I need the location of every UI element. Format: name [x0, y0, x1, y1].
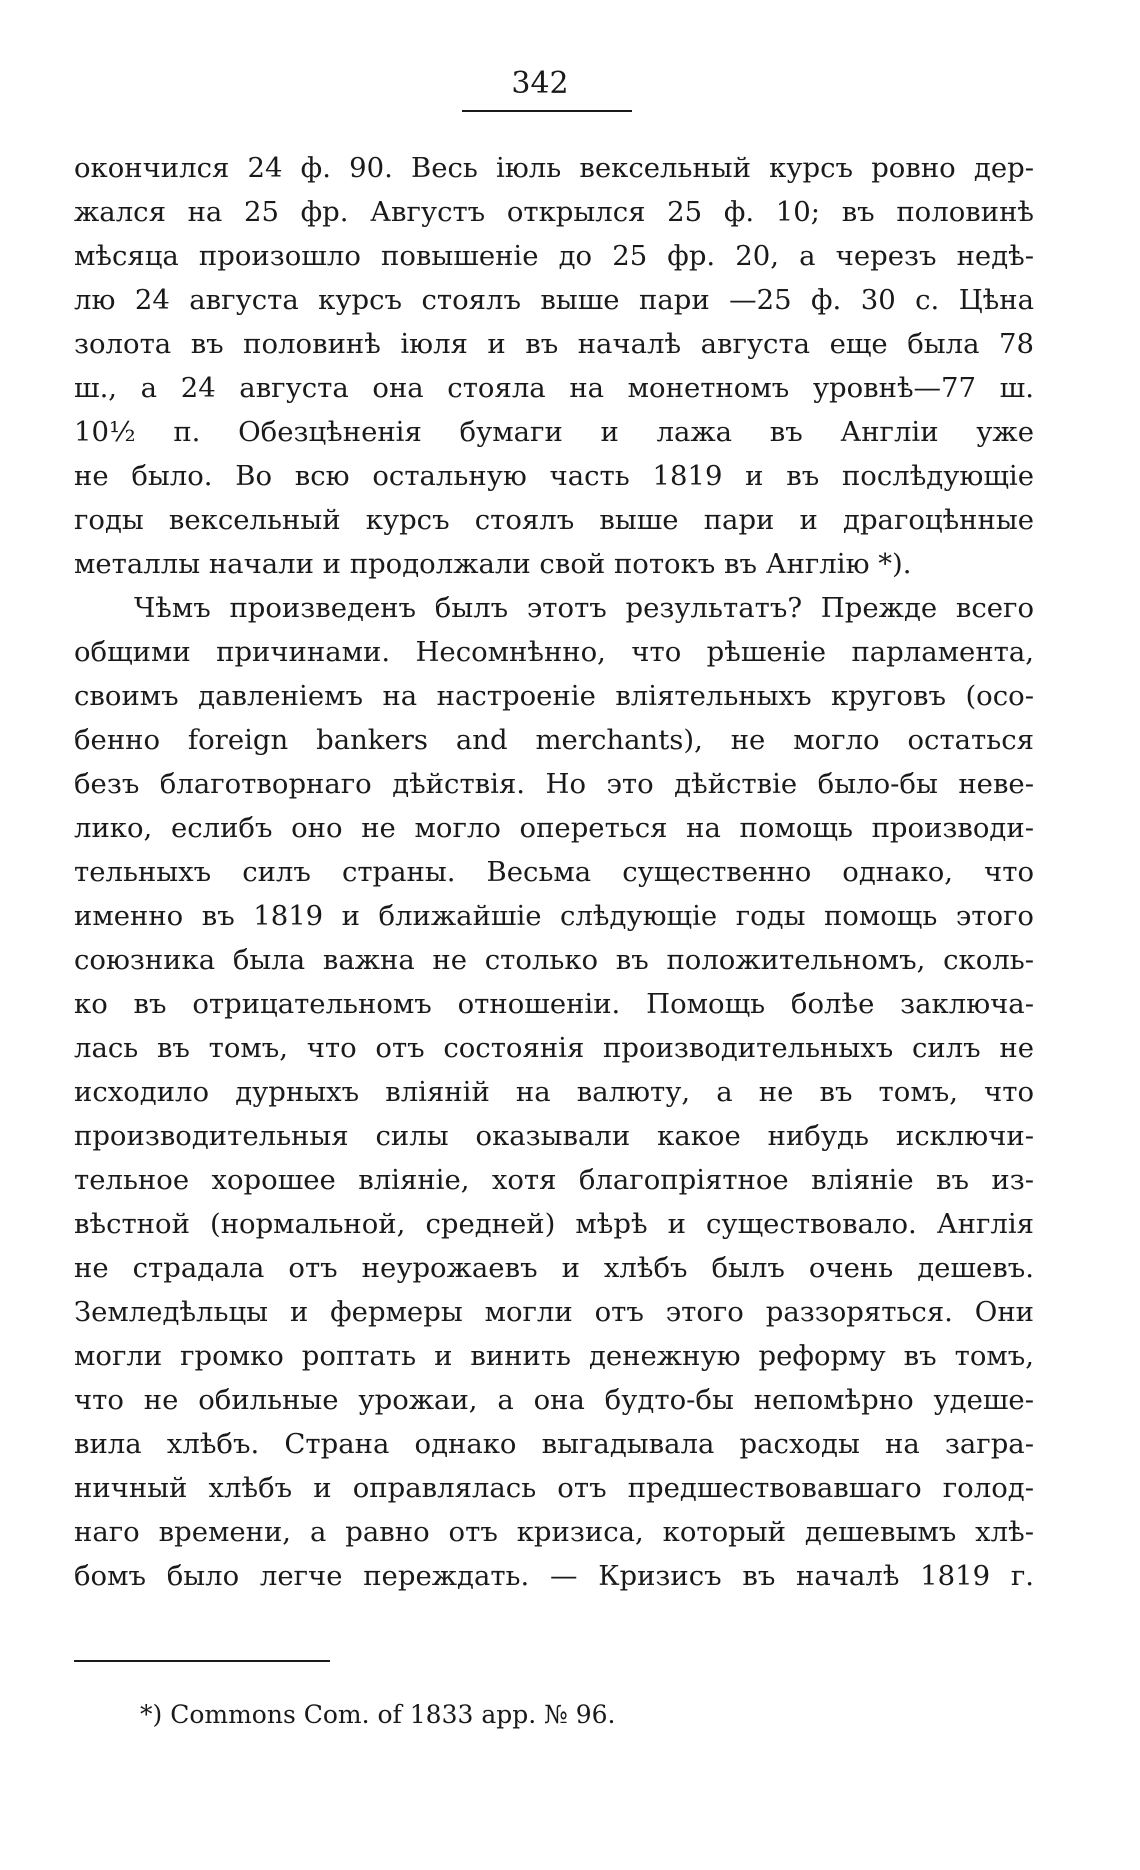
text-line: могли громко роптать и винить денежную реформу въ томъ, [74, 1340, 1034, 1372]
paragraph-1 [74, 146, 1034, 586]
text-line: союзника была важна не столько въ положительномъ, сколь- [74, 944, 1034, 976]
text-line: бенно foreign bankers and merchants), не могло остаться [74, 724, 1034, 756]
text-line: вѣстной (нормальной, средней) мѣрѣ и существовало. Англія [74, 1208, 1034, 1240]
text-line: окончился 24 ф. 90. Весь іюль вексельный курсъ ровно дер- [74, 152, 1034, 184]
text-line: не было. Во всю остальную часть 1819 и въ послѣдующіе [74, 460, 1034, 492]
text-line: бомъ было легче переждать. — Кризисъ въ началѣ 1819 г. [74, 1560, 1034, 1592]
text-line: ко въ отрицательномъ отношеніи. Помощь болѣе заключа- [74, 988, 1034, 1020]
text-line: металлы начали и продолжали свой потокъ въ Англію *). [74, 548, 912, 580]
text-line: ничный хлѣбъ и оправлялась отъ предшествовавшаго голод- [74, 1472, 1034, 1504]
text-line: вила хлѣбъ. Страна однако выгадывала расходы на загра- [74, 1428, 1034, 1460]
footnote: *) Commons Com. of 1833 app. № 96. [140, 1700, 616, 1729]
body-text [74, 146, 1034, 1598]
page-number-underline [462, 110, 632, 112]
text-line: Чѣмъ произведенъ былъ этотъ результатъ? Прежде всего [134, 592, 1034, 624]
paragraph-2 [74, 586, 1034, 1598]
text-line: лю 24 августа курсъ стоялъ выше пари —25 ф. 30 с. Цѣна [74, 284, 1034, 316]
text-line: Земледѣльцы и фермеры могли отъ этого раззоряться. Они [74, 1296, 1034, 1328]
text-line: именно въ 1819 и ближайшіе слѣдующіе годы помощь этого [74, 900, 1034, 932]
text-line: безъ благотворнаго дѣйствія. Но это дѣйствіе было-бы неве- [74, 768, 1034, 800]
text-line: что не обильные урожаи, а она будто-бы непомѣрно удеше- [74, 1384, 1034, 1416]
text-line: жался на 25 фр. Августъ открылся 25 ф. 10; въ половинѣ [74, 196, 1034, 228]
page-number: 342 [511, 66, 569, 101]
text-line: тельныхъ силъ страны. Весьма существенно однако, что [74, 856, 1034, 888]
text-line: наго времени, а равно отъ кризиса, который дешевымъ хлѣ- [74, 1516, 1034, 1548]
text-line: исходило дурныхъ вліяній на валюту, а не въ томъ, что [74, 1076, 1034, 1108]
text-line: золота въ половинѣ іюля и въ началѣ августа еще была 78 [74, 328, 1034, 360]
text-line: не страдала отъ неурожаевъ и хлѣбъ былъ очень дешевъ. [74, 1252, 1034, 1284]
text-line: ш., а 24 августа она стояла на монетномъ уровнѣ—77 ш. [74, 372, 1034, 404]
text-line: общими причинами. Несомнѣнно, что рѣшеніе парламента, [74, 636, 1034, 668]
text-line: своимъ давленіемъ на настроеніе вліятельныхъ круговъ (осо- [74, 680, 1034, 712]
text-line: лико, еслибъ оно не могло опереться на помощь производи- [74, 812, 1034, 844]
footnote-separator [74, 1660, 330, 1662]
text-line: тельное хорошее вліяніе, хотя благопріятное вліяніе въ из- [74, 1164, 1034, 1196]
text-line: годы вексельный курсъ стоялъ выше пари и драгоцѣнные [74, 504, 1034, 536]
text-line: производительныя силы оказывали какое нибудь исключи- [74, 1120, 1034, 1152]
text-line: 10½ п. Обезцѣненія бумаги и лажа въ Англіи уже [74, 416, 1034, 448]
text-line: лась въ томъ, что отъ состоянія производительныхъ силъ не [74, 1032, 1034, 1064]
text-line: мѣсяца произошло повышеніе до 25 фр. 20, а черезъ недѣ- [74, 240, 1034, 272]
